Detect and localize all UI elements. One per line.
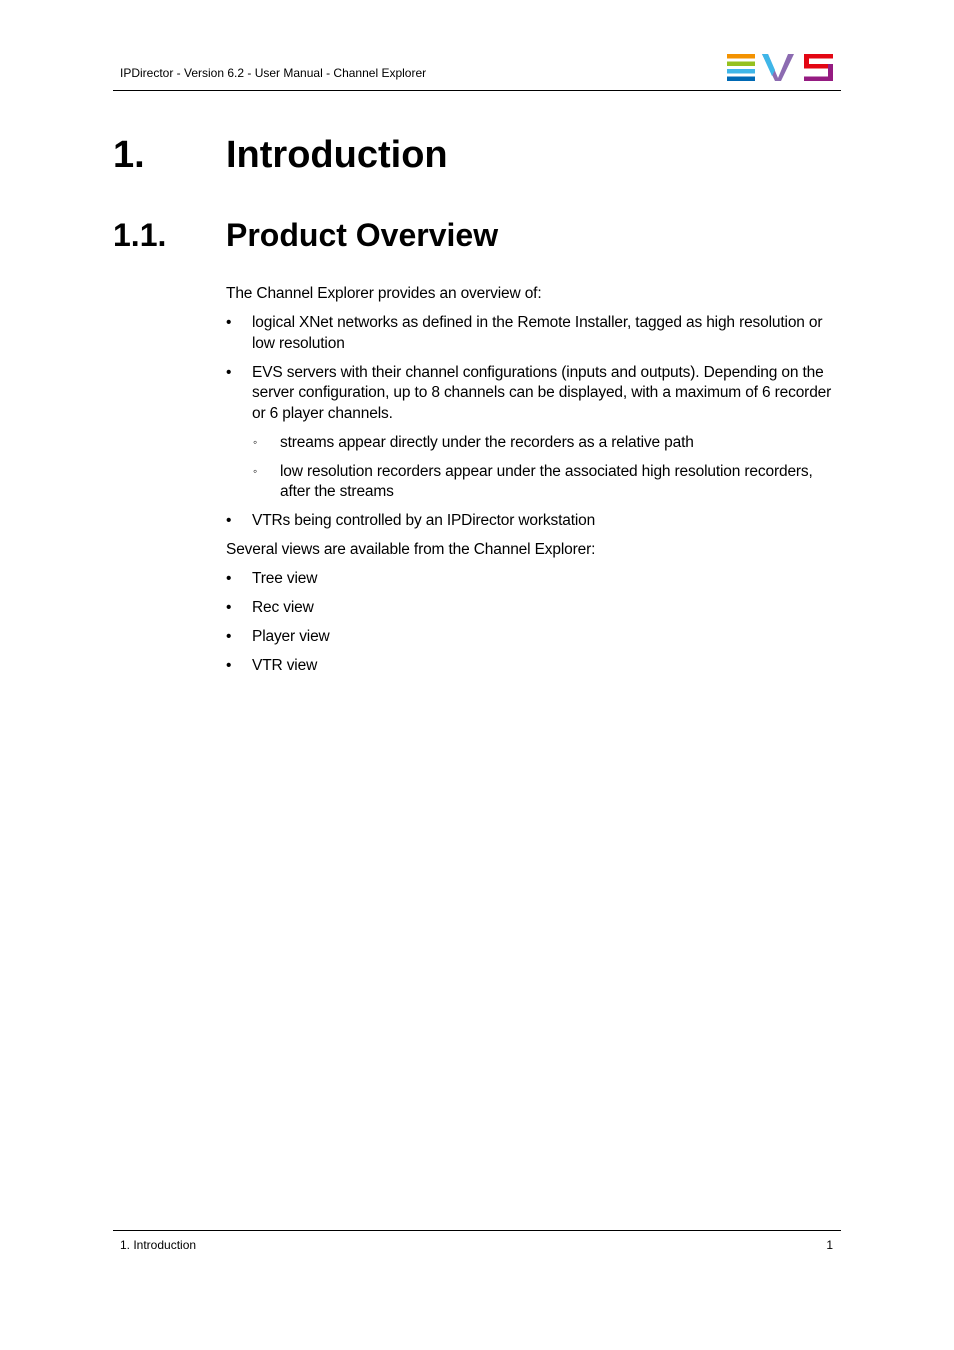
bullet-icon: • <box>226 570 232 587</box>
views-paragraph: Several views are available from the Channel Explorer: <box>226 541 596 558</box>
list-item-text: logical XNet networks as defined in the Remote Installer, tagged as high resolution or low resolution <box>252 314 823 352</box>
intro-paragraph: The Channel Explorer provides an overview of: <box>226 285 542 302</box>
chapter-title: Introduction <box>226 134 448 176</box>
sub-bullet-icon: ◦ <box>253 434 258 449</box>
header-divider <box>113 90 841 91</box>
view-list-item <box>226 627 846 648</box>
view-name: VTR view <box>252 657 318 674</box>
bullet-icon: • <box>226 628 232 645</box>
footer-section-label: 1. Introduction <box>120 1238 197 1252</box>
sub-list-item <box>226 462 846 503</box>
list-item-text: VTRs being controlled by an IPDirector workstation <box>252 512 596 529</box>
section-number: 1.1. <box>113 217 167 253</box>
list-item-text: EVS servers with their channel configurations (inputs and outputs). Depending on the server configuration, up to 8 channels can be displayed, with a maximum of 6 recorder or 6 player channels. <box>252 363 832 422</box>
view-name: Player view <box>252 628 330 645</box>
view-name: Rec view <box>252 599 314 616</box>
sub-bullet-icon: ◦ <box>253 463 258 478</box>
evs-logo-icon <box>727 54 833 81</box>
section-title: Product Overview <box>226 217 499 253</box>
bullet-icon: • <box>226 599 232 616</box>
footer-divider <box>113 1230 841 1231</box>
sub-list-item <box>226 433 846 454</box>
view-list-item <box>226 569 846 590</box>
sub-list-item-text: low resolution recorders appear under the associated high resolution recorders, after the streams <box>280 462 813 500</box>
running-title: IPDirector - Version 6.2 - User Manual - Channel Explorer <box>120 66 427 80</box>
list-item <box>226 363 846 425</box>
bullet-icon: • <box>226 363 232 381</box>
list-item <box>226 313 846 354</box>
bullet-icon: • <box>226 657 232 674</box>
view-name: Tree view <box>252 570 318 587</box>
list-item <box>226 511 846 532</box>
bullet-icon: • <box>226 314 232 331</box>
bullet-icon: • <box>226 512 232 529</box>
view-list-item <box>226 656 846 677</box>
page-number: 1 <box>826 1238 833 1252</box>
sub-list-item-text: streams appear directly under the recorders as a relative path <box>280 433 694 451</box>
chapter-number: 1. <box>113 134 145 176</box>
section-body <box>226 284 846 685</box>
view-list-item <box>226 598 846 619</box>
